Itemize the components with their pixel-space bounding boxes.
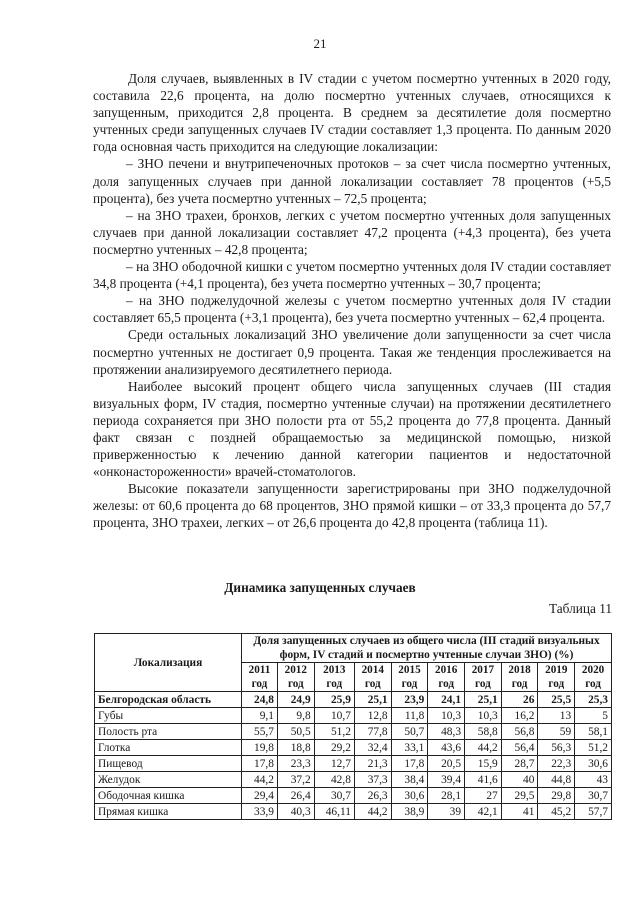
- table-cell: 43: [575, 772, 612, 788]
- row-label: Глотка: [95, 740, 242, 756]
- year-value: 2016: [434, 664, 458, 676]
- year-value: 2014: [361, 664, 384, 676]
- table-cell: 11,8: [391, 708, 428, 724]
- table-cell: 77,8: [354, 724, 391, 740]
- table-cell: 45,2: [538, 804, 575, 820]
- data-table: [94, 633, 612, 820]
- year-header: [538, 663, 575, 692]
- year-value: 2015: [398, 664, 421, 676]
- table-cell: 18,8: [277, 740, 314, 756]
- table-label: Таблица 11: [548, 601, 612, 616]
- table-cell: 25,1: [354, 692, 391, 708]
- paragraph: Доля случаев, выявленных в IV стадии с учетом посмертно учтенных в 2020 году, составила 22,6 процента, на долю посмертно учтенных случаев, относящихся к запущенным, приходится 2,8 процента. В среднем за десятилетие доля посмертно учтенных среди запущенных случаев IV стадии составляет 1,3 процента. По данным 2020 года основная часть приходится на следующие локализации:: [93, 71, 611, 155]
- table-cell: 30,7: [575, 788, 612, 804]
- table-cell: 15,9: [465, 756, 502, 772]
- table-cell: 44,8: [538, 772, 575, 788]
- paragraph: Высокие показатели запущенности зарегистрированы при ЗНО поджелудочной железы: от 60,6 процента до 68 процентов, ЗНО прямой кишки – от 33,3 процента до 57,7 процента, ЗНО трахеи, легких – от 26,6 процента до 42,8 процента (таблица 11).: [93, 481, 611, 531]
- table-cell: 20,5: [428, 756, 465, 772]
- row-label: Полость рта: [95, 724, 242, 740]
- table-cell: 28,7: [501, 756, 538, 772]
- row-label: Пищевод: [95, 756, 242, 772]
- paragraph: – на ЗНО трахеи, бронхов, легких с учетом посмертно учтенных доля запущенных случаев при данной локализации составляет 47,2 процента (+4,3 процента), без учета посмертно учтенных – 42,8 процента;: [93, 207, 611, 257]
- table-cell: 13: [538, 708, 575, 724]
- year-header: [391, 663, 428, 692]
- table-cell: 38,4: [391, 772, 428, 788]
- table-cell: 24,9: [277, 692, 314, 708]
- table-cell: 43,6: [428, 740, 465, 756]
- table-cell: 51,2: [575, 740, 612, 756]
- paragraph: – ЗНО печени и внутрипеченочных протоков – за счет числа посмертно учтенных, доля запущенных случаев при данной локализации составляет 78 процентов (+5,5 процента), без учета посмертно учтенных – 72,5 процента;: [93, 156, 611, 206]
- year-header: [277, 663, 314, 692]
- column-header-location: Локализация: [95, 634, 242, 692]
- table-cell: 56,4: [501, 740, 538, 756]
- row-label: Губы: [95, 708, 242, 724]
- table-cell: 25,1: [465, 692, 502, 708]
- table-cell: 39,4: [428, 772, 465, 788]
- table-cell: 25,3: [575, 692, 612, 708]
- table-cell: 40,3: [277, 804, 314, 820]
- table-cell: 23,9: [391, 692, 428, 708]
- year-value: 2013: [323, 664, 346, 676]
- year-word: год: [475, 678, 491, 690]
- year-header: [314, 663, 354, 692]
- paragraph: Наиболее высокий процент общего числа запущенных случаев (III стадия визуальных форм, IV стадия, посмертно учтенные случаи) на протяжении десятилетнего периода сохраняется при ЗНО полости рта от 55,2 процента до 77,8 процента. Данный факт связан с поздней обращаемостью за медицинской помощью, низкой приверженностью к лечению данной категории пациентов и недостаточной «онконастороженности» врачей-стоматологов.: [93, 378, 611, 480]
- table-row: [95, 708, 612, 724]
- table-cell: 25,9: [314, 692, 354, 708]
- year-word: год: [251, 678, 268, 690]
- table-cell: 42,8: [314, 772, 354, 788]
- table-cell: 37,3: [354, 772, 391, 788]
- year-word: год: [511, 678, 528, 690]
- body-text: [93, 70, 611, 532]
- table-cell: 12,7: [314, 756, 354, 772]
- table-cell: 26,4: [277, 788, 314, 804]
- table-cell: 37,2: [277, 772, 314, 788]
- year-value: 2018: [508, 664, 531, 676]
- year-value: 2011: [248, 664, 271, 676]
- table-cell: 58,1: [575, 724, 612, 740]
- table-cell: 22,3: [538, 756, 575, 772]
- table-body: [95, 692, 612, 820]
- year-header: [575, 663, 612, 692]
- table-cell: 9,1: [242, 708, 278, 724]
- table-cell: 51,2: [314, 724, 354, 740]
- table-cell: 10,7: [314, 708, 354, 724]
- table-cell: 48,3: [428, 724, 465, 740]
- table-cell: 17,8: [242, 756, 278, 772]
- row-label: Желудок: [95, 772, 242, 788]
- year-word: год: [585, 678, 601, 690]
- table-cell: 32,4: [354, 740, 391, 756]
- table-cell: 46,11: [314, 804, 354, 820]
- year-word: год: [326, 678, 343, 690]
- year-word: год: [548, 678, 565, 690]
- table-cell: 25,5: [538, 692, 575, 708]
- table-cell: 26,3: [354, 788, 391, 804]
- table-cell: 44,2: [242, 772, 278, 788]
- table-cell: 17,8: [391, 756, 428, 772]
- table-cell: 44,2: [465, 740, 502, 756]
- table-cell: 24,8: [242, 692, 278, 708]
- paragraph: Среди остальных локализаций ЗНО увеличение доли запущенности за счет числа посмертно учтенных не достигает 0,9 процента. Такая же тенденция прослеживается на протяжении анализируемого десятилетнего периода.: [93, 327, 611, 377]
- table-row: [95, 804, 612, 820]
- paragraph: – на ЗНО поджелудочной железы с учетом посмертно учтенных доля IV стадии составляет 65,5 процента (+3,1 процента), без учета посмертно учтенных – 62,4 процента.: [93, 293, 611, 326]
- table-title: Динамика запущенных случаев: [224, 580, 416, 595]
- table-cell: 58,8: [465, 724, 502, 740]
- table-cell: 39: [428, 804, 465, 820]
- table-row: [95, 692, 612, 708]
- table-cell: 59: [538, 724, 575, 740]
- year-word: год: [287, 678, 304, 690]
- table-cell: 42,1: [465, 804, 502, 820]
- table-cell: 40: [501, 772, 538, 788]
- year-header: [465, 663, 502, 692]
- column-group-header: Доля запущенных случаев из общего числа (III стадий визуальных форм, IV стадий и посмертно учтенные случаи ЗНО) (%): [242, 634, 612, 663]
- row-label: Белгородская область: [95, 692, 242, 708]
- table-cell: 27: [465, 788, 502, 804]
- table-row: [95, 724, 612, 740]
- row-label: Прямая кишка: [95, 804, 242, 820]
- table-cell: 55,7: [242, 724, 278, 740]
- year-word: год: [438, 678, 455, 690]
- table-cell: 50,5: [277, 724, 314, 740]
- table-row: [95, 788, 612, 804]
- table-cell: 21,3: [354, 756, 391, 772]
- table-cell: 30,7: [314, 788, 354, 804]
- row-label: Ободочная кишка: [95, 788, 242, 804]
- table-cell: 56,3: [538, 740, 575, 756]
- table-cell: 10,3: [465, 708, 502, 724]
- year-value: 2019: [545, 664, 568, 676]
- table-cell: 29,5: [501, 788, 538, 804]
- year-word: год: [401, 678, 418, 690]
- table-cell: 41: [501, 804, 538, 820]
- table-cell: 29,8: [538, 788, 575, 804]
- table-cell: 44,2: [354, 804, 391, 820]
- year-header: [428, 663, 465, 692]
- year-value: 2020: [581, 664, 605, 676]
- table-cell: 57,7: [575, 804, 612, 820]
- table-cell: 19,8: [242, 740, 278, 756]
- table-cell: 38,9: [391, 804, 428, 820]
- year-header: [354, 663, 391, 692]
- table-cell: 41,6: [465, 772, 502, 788]
- table-row: [95, 756, 612, 772]
- page-number: 21: [313, 36, 327, 51]
- table-row: [95, 740, 612, 756]
- table-cell: 26: [501, 692, 538, 708]
- table-row: [95, 772, 612, 788]
- table-cell: 33,9: [242, 804, 278, 820]
- table-cell: 33,1: [391, 740, 428, 756]
- table-cell: 9,8: [277, 708, 314, 724]
- table-cell: 30,6: [575, 756, 612, 772]
- year-header: [501, 663, 538, 692]
- year-value: 2017: [471, 664, 495, 676]
- year-value: 2012: [284, 664, 307, 676]
- table-cell: 12,8: [354, 708, 391, 724]
- paragraph: – на ЗНО ободочной кишки с учетом посмертно учтенных доля IV стадии составляет 34,8 процента (+4,1 процента), без учета посмертно учтенных – 30,7 процента;: [93, 259, 611, 292]
- table-cell: 16,2: [501, 708, 538, 724]
- table-cell: 24,1: [428, 692, 465, 708]
- table-cell: 10,3: [428, 708, 465, 724]
- table-cell: 23,3: [277, 756, 314, 772]
- table-cell: 29,4: [242, 788, 278, 804]
- table-cell: 50,7: [391, 724, 428, 740]
- table-cell: 56,8: [501, 724, 538, 740]
- table-cell: 29,2: [314, 740, 354, 756]
- table-cell: 28,1: [428, 788, 465, 804]
- year-word: год: [364, 678, 381, 690]
- table-cell: 30,6: [391, 788, 428, 804]
- table-cell: 5: [575, 708, 612, 724]
- year-header: [242, 663, 278, 692]
